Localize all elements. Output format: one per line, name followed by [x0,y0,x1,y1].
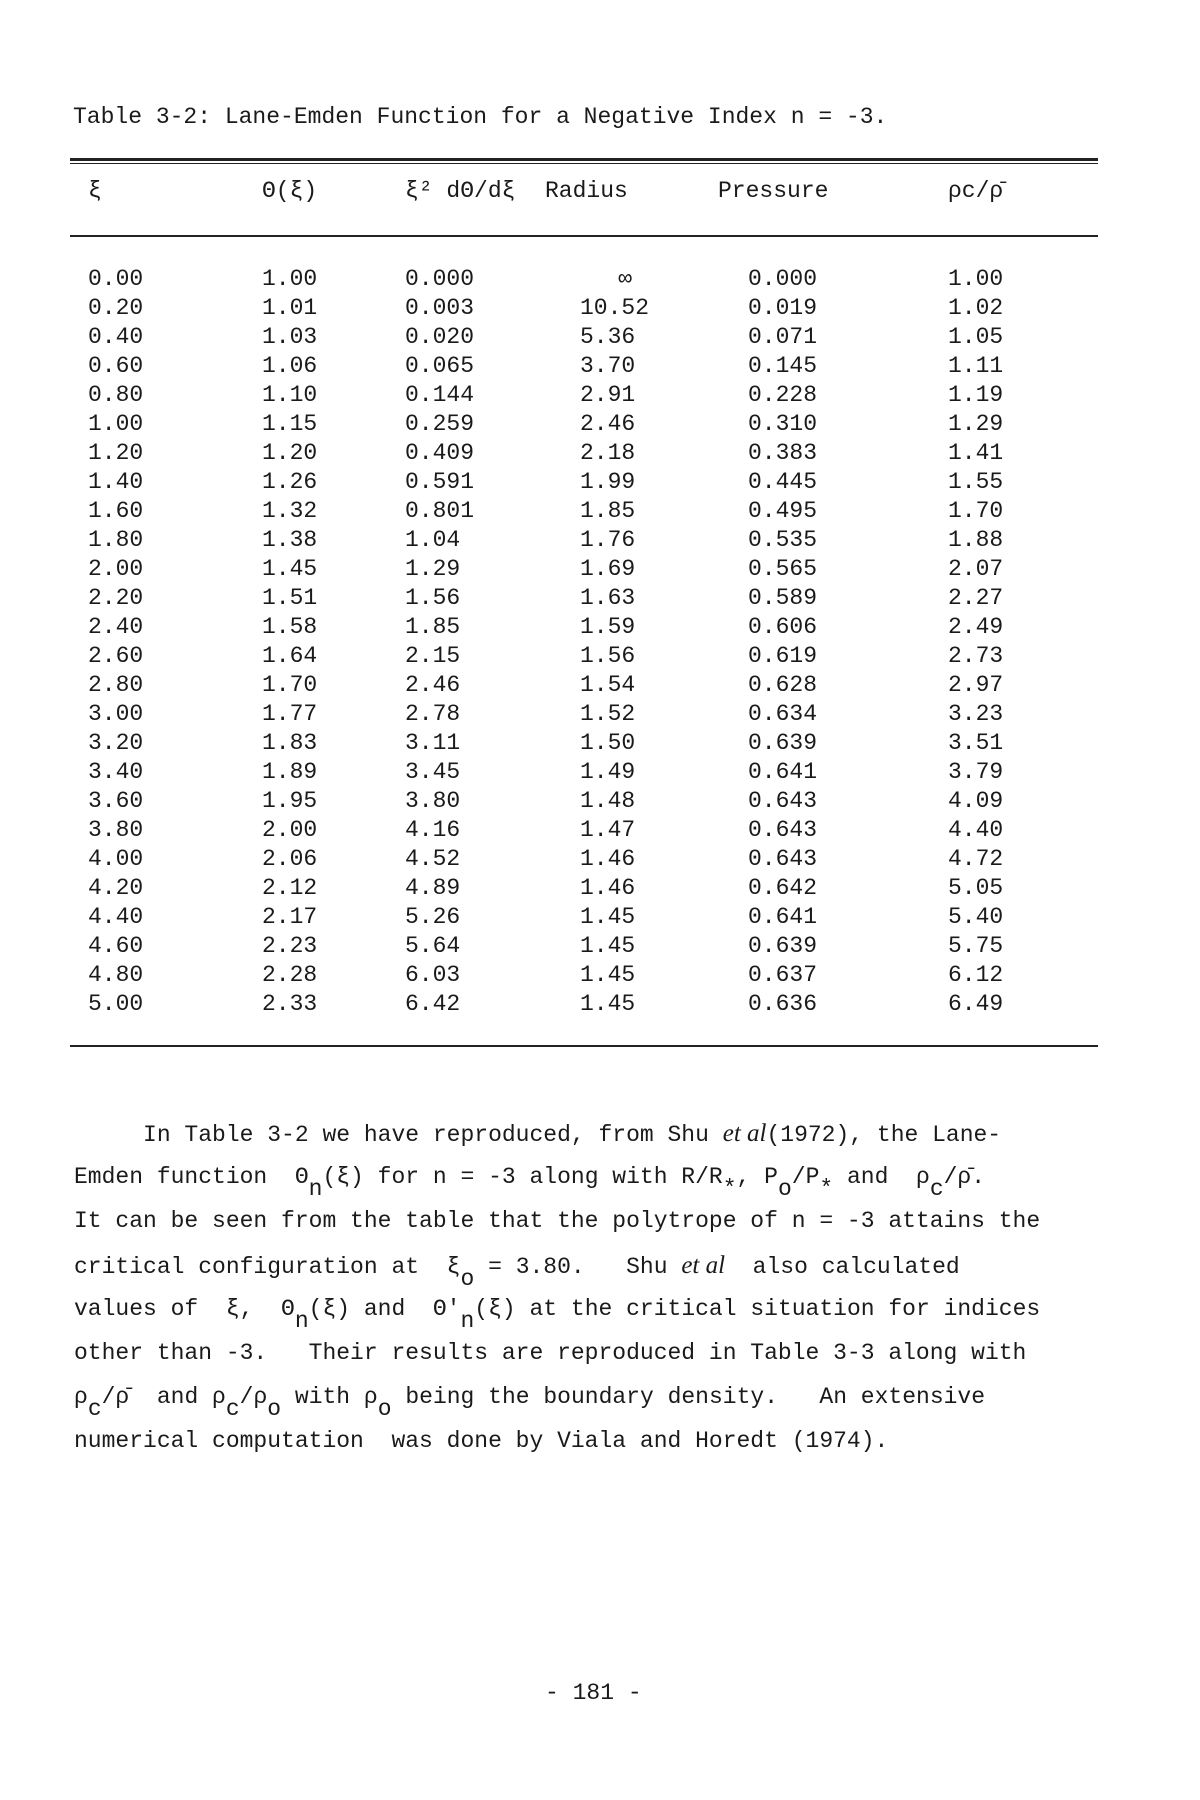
table-cell: 0.591 [405,469,475,495]
table-cell: 2.33 [262,991,318,1017]
table-cell: 1.45 [580,991,636,1017]
table-cell: 0.020 [405,324,475,350]
table-cell: 2.07 [948,556,1004,582]
table-cell: 1.83 [262,730,318,756]
table-cell: 1.85 [405,614,461,640]
table-cell: 1.19 [948,382,1004,408]
table-cell: 3.20 [88,730,144,756]
table-row [0,556,1200,585]
table-cell: 2.23 [262,933,318,959]
paragraph-line [74,1252,960,1292]
table-cell: 2.46 [580,411,636,437]
subscript: c [87,1396,102,1422]
subscript: n [460,1308,475,1334]
table-cell: 1.41 [948,440,1004,466]
text-segment: and ρ [833,1164,930,1190]
table-cell: 3.60 [88,788,144,814]
table-cell: 6.49 [948,991,1004,1017]
table-cell: 1.05 [948,324,1004,350]
table-cell: 2.80 [88,672,144,698]
table-cell: 1.58 [262,614,318,640]
subscript: c [225,1396,240,1422]
table-row [0,498,1200,527]
table-cell: 2.18 [580,440,636,466]
table-cell: 1.20 [262,440,318,466]
table-cell: 0.310 [748,411,818,437]
table-cell: 1.03 [262,324,318,350]
table-cell: 0.00 [88,266,144,292]
table-row [0,817,1200,846]
table-row [0,701,1200,730]
table-cell: 0.383 [748,440,818,466]
table-cell: 0.409 [405,440,475,466]
table-cell: 1.55 [948,469,1004,495]
table-cell: 4.80 [88,962,144,988]
table-cell: 3.80 [405,788,461,814]
table-row [0,527,1200,556]
table-cell: 1.56 [405,585,461,611]
table-cell: 1.32 [262,498,318,524]
table-cell: 4.60 [88,933,144,959]
table-cell: 5.26 [405,904,461,930]
table-top-rule [70,158,1098,161]
table-cell: 4.20 [88,875,144,901]
text-segment: ρ [74,1384,88,1410]
page-number: - 181 - [545,1680,642,1706]
table-cell: 0.228 [748,382,818,408]
table-cell: 0.643 [748,788,818,814]
table-cell: 0.642 [748,875,818,901]
table-cell: 2.27 [948,585,1004,611]
col-header-xi: ξ [88,178,102,204]
col-header-density-ratio: ρc/ρ̄ [948,178,1004,204]
table-cell: 1.76 [580,527,636,553]
table-cell: 0.619 [748,643,818,669]
paragraph-line [74,1164,986,1202]
table-cell: 2.28 [262,962,318,988]
table-cell: 0.80 [88,382,144,408]
table-cell: 1.00 [88,411,144,437]
text-segment: also calculated [725,1254,960,1280]
subscript: o [377,1396,392,1422]
paragraph-line [74,1296,1041,1334]
table-cell: 2.91 [580,382,636,408]
subscript: n [294,1308,309,1334]
table-cell: 0.40 [88,324,144,350]
table-cell: 1.38 [262,527,318,553]
table-caption: Table 3-2: Lane-Emden Function for a Negative Index n = -3. [73,104,888,130]
table-top-rule-thin [70,163,1098,164]
table-cell: 2.12 [262,875,318,901]
table-row [0,672,1200,701]
col-header-pressure: Pressure [718,178,829,204]
table-cell: 1.29 [405,556,461,582]
table-row [0,295,1200,324]
text-segment: critical configuration at ξ [74,1254,461,1280]
table-cell: 1.40 [88,469,144,495]
table-row [0,614,1200,643]
text-segment: (1972), the Lane- [766,1122,1002,1148]
table-cell: 0.000 [405,266,475,292]
table-cell: 1.15 [262,411,318,437]
text-segment: (ξ) and Θ' [308,1296,461,1322]
table-cell: 3.70 [580,353,636,379]
table-cell: 5.40 [948,904,1004,930]
table-cell: 0.019 [748,295,818,321]
text-segment: numerical computation was done by Viala and Horedt (1974). [74,1428,889,1454]
text-segment: /ρ̄. [943,1164,986,1190]
table-cell: 0.643 [748,817,818,843]
table-cell: 1.89 [262,759,318,785]
table-cell: 1.56 [580,643,636,669]
table-row [0,440,1200,469]
table-row [0,875,1200,904]
table-row [0,469,1200,498]
paragraph-line [74,1120,1001,1148]
table-cell: 1.52 [580,701,636,727]
table-cell: 6.12 [948,962,1004,988]
table-cell: 1.77 [262,701,318,727]
table-cell: 2.15 [405,643,461,669]
text-segment: values of ξ, Θ [74,1296,295,1322]
subscript: n [308,1176,323,1202]
table-cell: 0.641 [748,759,818,785]
table-cell: 1.69 [580,556,636,582]
table-row [0,730,1200,759]
paragraph-line [74,1384,986,1422]
table-row [0,846,1200,875]
table-cell: 1.45 [580,933,636,959]
table-cell: 0.065 [405,353,475,379]
table-cell: 0.000 [748,266,818,292]
table-cell: 5.64 [405,933,461,959]
text-segment: In Table 3-2 we have reproduced, from Shu [74,1122,723,1148]
table-cell: 6.03 [405,962,461,988]
table-cell: 1.64 [262,643,318,669]
table-cell: 3.80 [88,817,144,843]
table-row [0,759,1200,788]
text-segment: with ρ [281,1384,378,1410]
table-row [0,904,1200,933]
table-cell: 1.85 [580,498,636,524]
text-segment: Emden function Θ [74,1164,309,1190]
paragraph-line [74,1340,1026,1366]
table-cell: 0.639 [748,730,818,756]
text-segment: /P [791,1164,820,1190]
table-cell: 1.63 [580,585,636,611]
table-cell: 0.637 [748,962,818,988]
table-cell: 2.60 [88,643,144,669]
table-cell: 4.89 [405,875,461,901]
table-cell: 0.639 [748,933,818,959]
table-cell: 0.003 [405,295,475,321]
table-cell: 0.643 [748,846,818,872]
table-cell: 5.36 [580,324,636,350]
table-cell: 2.97 [948,672,1004,698]
table-cell: 1.04 [405,527,461,553]
text-segment: (ξ) for n = -3 along with R/R [322,1164,723,1190]
table-cell: 1.45 [580,904,636,930]
table-cell: 0.259 [405,411,475,437]
table-cell: 0.20 [88,295,144,321]
table-cell: 0.634 [748,701,818,727]
table-cell: 1.26 [262,469,318,495]
table-cell: 1.10 [262,382,318,408]
table-cell: 4.52 [405,846,461,872]
table-cell: 2.73 [948,643,1004,669]
text-segment: /ρ [239,1384,268,1410]
table-cell: 5.75 [948,933,1004,959]
table-cell: 3.00 [88,701,144,727]
text-segment: other than -3. Their results are reproduced in Table 3-3 along with [74,1340,1027,1366]
subscript: * [722,1176,737,1202]
table-cell: 3.23 [948,701,1004,727]
table-cell: 0.495 [748,498,818,524]
table-cell: 3.79 [948,759,1004,785]
table-cell: 10.52 [580,295,650,321]
table-cell: 4.09 [948,788,1004,814]
table-row [0,991,1200,1020]
table-cell: 1.70 [262,672,318,698]
table-cell: 0.606 [748,614,818,640]
paragraph-line [74,1208,1040,1234]
subscript: c [929,1176,944,1202]
table-cell: ∞ [618,266,632,292]
table-row [0,585,1200,614]
table-row [0,962,1200,991]
table-cell: 0.60 [88,353,144,379]
table-cell: 1.50 [580,730,636,756]
table-cell: 1.47 [580,817,636,843]
col-header-derivative: ξ² dΘ/dξ [405,178,516,204]
table-cell: 0.628 [748,672,818,698]
table-row [0,353,1200,382]
table-cell: 3.40 [88,759,144,785]
table-cell: 2.49 [948,614,1004,640]
table-cell: 4.72 [948,846,1004,872]
table-cell: 4.16 [405,817,461,843]
subscript: o [460,1266,475,1292]
subscript: o [267,1396,282,1422]
table-cell: 1.00 [948,266,1004,292]
table-cell: 1.02 [948,295,1004,321]
table-cell: 5.05 [948,875,1004,901]
table-cell: 1.59 [580,614,636,640]
table-cell: 0.145 [748,353,818,379]
table-row [0,788,1200,817]
table-row [0,411,1200,440]
table-cell: 1.06 [262,353,318,379]
table-cell: 2.06 [262,846,318,872]
col-header-theta: Θ(ξ) [262,178,318,204]
table-cell: 1.48 [580,788,636,814]
table-cell: 1.46 [580,875,636,901]
table-header [0,178,1200,207]
table-cell: 1.88 [948,527,1004,553]
table-cell: 0.636 [748,991,818,1017]
table-cell: 1.54 [580,672,636,698]
table-cell: 2.46 [405,672,461,698]
table-cell: 1.51 [262,585,318,611]
table-cell: 2.00 [262,817,318,843]
table-cell: 0.801 [405,498,475,524]
table-cell: 3.45 [405,759,461,785]
table-cell: 2.40 [88,614,144,640]
subscript: o [777,1176,792,1202]
table-cell: 1.01 [262,295,318,321]
table-cell: 0.071 [748,324,818,350]
table-cell: 1.95 [262,788,318,814]
table-cell: 2.20 [88,585,144,611]
table-row [0,266,1200,295]
table-cell: 0.565 [748,556,818,582]
table-cell: 3.11 [405,730,461,756]
table-cell: 1.80 [88,527,144,553]
table-cell: 4.00 [88,846,144,872]
subscript: * [819,1176,834,1202]
table-cell: 0.641 [748,904,818,930]
table-cell: 1.11 [948,353,1004,379]
text-segment: , P [736,1164,778,1190]
table-cell: 1.45 [580,962,636,988]
table-cell: 1.49 [580,759,636,785]
table-bottom-rule [70,1045,1098,1047]
table-cell: 0.535 [748,527,818,553]
table-cell: 1.00 [262,266,318,292]
table-row [0,643,1200,672]
table-cell: 4.40 [88,904,144,930]
col-header-radius: Radius [545,178,628,204]
table-cell: 6.42 [405,991,461,1017]
table-cell: 1.20 [88,440,144,466]
table-cell: 0.445 [748,469,818,495]
table-row [0,324,1200,353]
table-cell: 2.17 [262,904,318,930]
text-segment: /ρ̄ and ρ [101,1384,226,1410]
text-segment: = 3.80. Shu [474,1254,682,1280]
header-rule [70,235,1098,237]
table-cell: 1.29 [948,411,1004,437]
table-cell: 4.40 [948,817,1004,843]
table-cell: 0.589 [748,585,818,611]
table-cell: 1.99 [580,469,636,495]
table-cell: 0.144 [405,382,475,408]
table-cell: 1.46 [580,846,636,872]
table-row [0,933,1200,962]
text-segment: It can be seen from the table that the polytrope of n = -3 attains the [74,1208,1041,1234]
table-cell: 5.00 [88,991,144,1017]
table-cell: 1.70 [948,498,1004,524]
table-cell: 2.78 [405,701,461,727]
table-cell: 3.51 [948,730,1004,756]
table-cell: 1.60 [88,498,144,524]
table-row [0,382,1200,411]
text-segment: (ξ) at the critical situation for indices [474,1296,1041,1322]
italic-text: et al [681,1252,726,1279]
table-cell: 1.45 [262,556,318,582]
italic-text: et al [722,1120,767,1147]
text-segment: being the boundary density. An extensive [391,1384,986,1410]
paragraph-line [74,1428,888,1454]
table-cell: 2.00 [88,556,144,582]
